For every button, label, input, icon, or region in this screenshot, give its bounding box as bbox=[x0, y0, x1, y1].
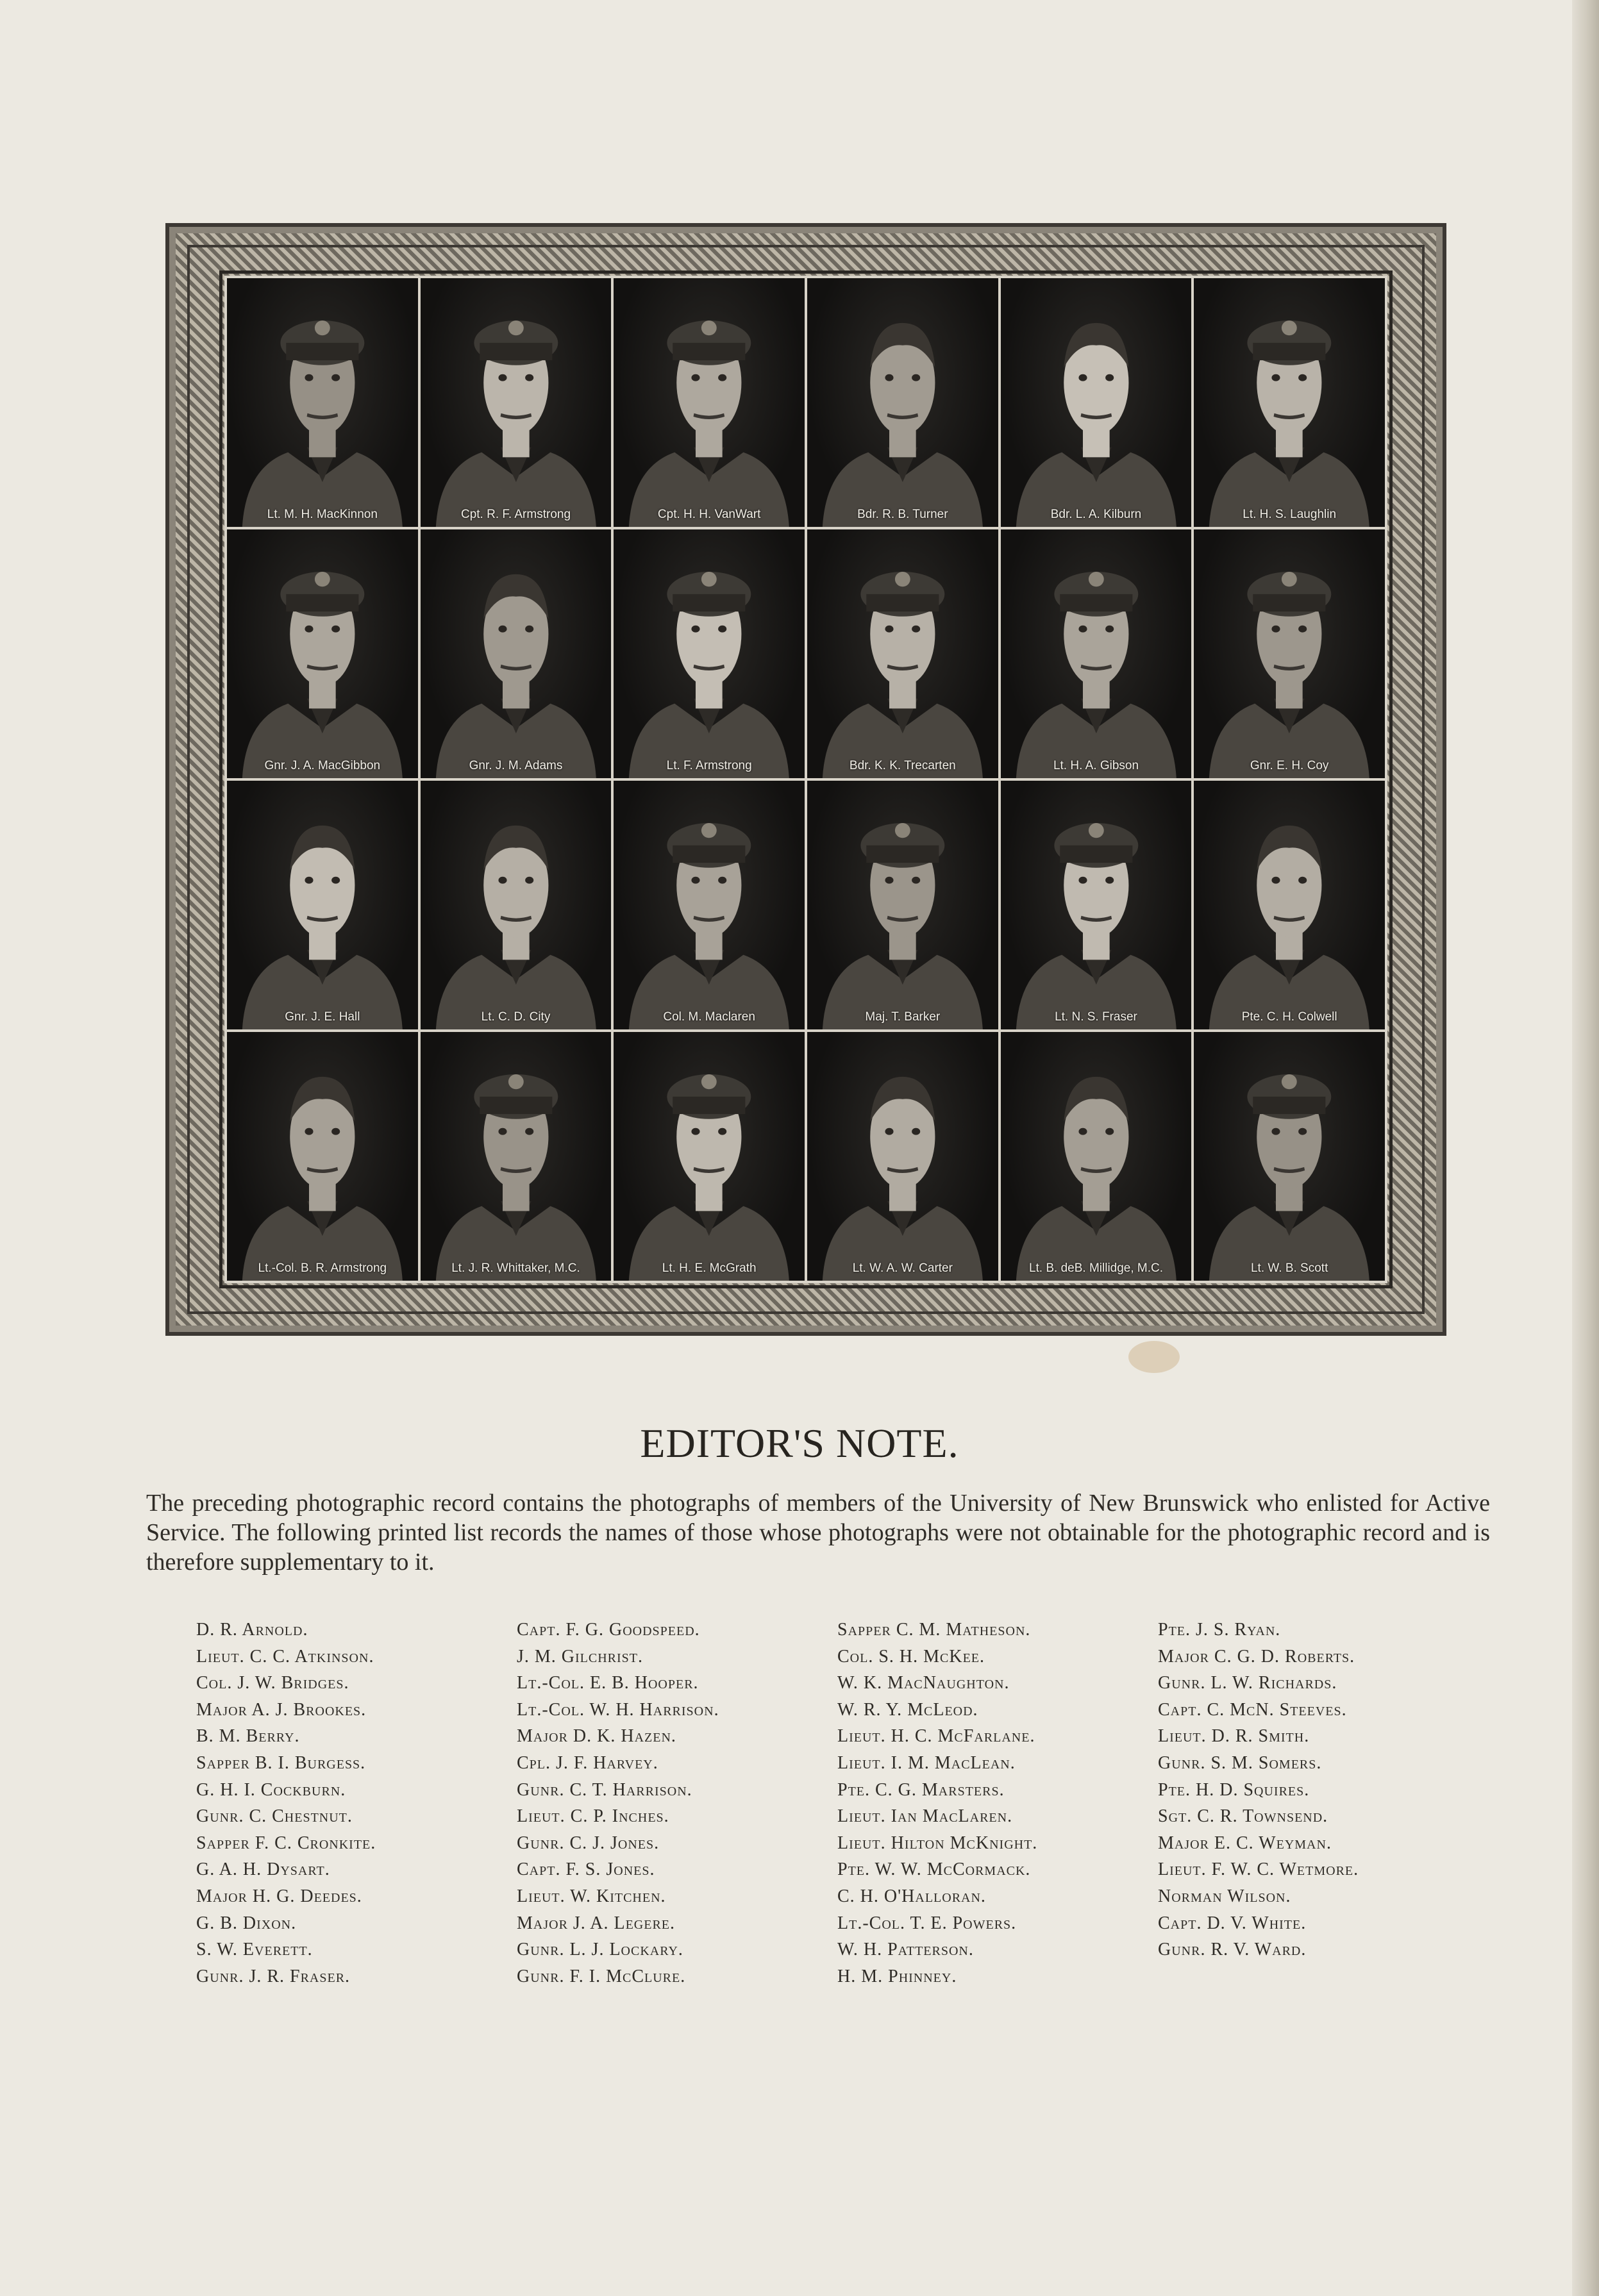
portrait-cell bbox=[1194, 529, 1385, 778]
name-entry: W. R. Y. McLeod. bbox=[837, 1699, 978, 1720]
portrait-caption: Gnr. J. M. Adams bbox=[469, 759, 563, 772]
name-entry: Major J. A. Legere. bbox=[517, 1913, 676, 1933]
names-column-1 bbox=[196, 1617, 517, 1990]
name-entry: Gunr. C. J. Jones. bbox=[517, 1833, 660, 1853]
soldier-portrait bbox=[614, 278, 805, 527]
soldier-portrait bbox=[227, 529, 418, 778]
soldier-portrait bbox=[227, 781, 418, 1029]
name-entry: C. H. O'Halloran. bbox=[837, 1886, 986, 1906]
name-entry: Major C. G. D. Roberts. bbox=[1158, 1646, 1355, 1667]
portrait-cell bbox=[614, 781, 805, 1029]
portrait-cell bbox=[614, 529, 805, 778]
name-entry: Gunr. L. J. Lockary. bbox=[517, 1940, 683, 1960]
name-entry: Pte. W. W. McCormack. bbox=[837, 1859, 1031, 1880]
name-entry: W. K. MacNaughton. bbox=[837, 1673, 1010, 1693]
page-title: EDITOR'S NOTE. bbox=[640, 1420, 959, 1466]
name-entry: Lt.-Col. W. H. Harrison. bbox=[517, 1699, 719, 1720]
name-entry: Col. J. W. Bridges. bbox=[196, 1673, 349, 1693]
name-entry: Lieut. Hilton McKnight. bbox=[837, 1833, 1038, 1853]
photo-plate bbox=[165, 223, 1446, 1336]
portrait-caption: Cpt. R. F. Armstrong bbox=[460, 508, 571, 521]
portrait-caption: Gnr. E. H. Coy bbox=[1250, 759, 1329, 772]
soldier-portrait bbox=[1001, 781, 1192, 1029]
portrait-caption: Lt. C. D. City bbox=[481, 1010, 551, 1024]
soldier-portrait bbox=[614, 1032, 805, 1281]
name-entry: Lieut. D. R. Smith. bbox=[1158, 1726, 1310, 1747]
portrait-cell bbox=[227, 781, 418, 1029]
name-entry: Capt. F. S. Jones. bbox=[517, 1859, 655, 1880]
name-entry: Major E. C. Weyman. bbox=[1158, 1833, 1332, 1853]
name-entry: Major D. K. Hazen. bbox=[517, 1726, 676, 1747]
name-entry: Lieut. Ian MacLaren. bbox=[837, 1806, 1013, 1827]
soldier-portrait bbox=[807, 278, 998, 527]
name-entry: B. M. Berry. bbox=[196, 1726, 300, 1747]
soldier-portrait bbox=[421, 529, 612, 778]
portrait-caption: Bdr. L. A. Kilburn bbox=[1050, 508, 1142, 521]
soldier-portrait bbox=[1194, 278, 1385, 527]
soldier-portrait bbox=[1001, 529, 1192, 778]
name-entry: Lieut. C. C. Atkinson. bbox=[196, 1646, 374, 1667]
names-list bbox=[196, 1617, 1478, 1990]
portrait-caption: Lt. M. H. MacKinnon bbox=[267, 508, 378, 521]
soldier-portrait bbox=[421, 278, 612, 527]
name-entry: Lieut. F. W. C. Wetmore. bbox=[1158, 1859, 1359, 1880]
name-entry: Major A. J. Brookes. bbox=[196, 1699, 367, 1720]
name-entry: G. B. Dixon. bbox=[196, 1913, 297, 1933]
name-entry: Sapper F. C. Cronkite. bbox=[196, 1833, 376, 1853]
soldier-portrait bbox=[807, 529, 998, 778]
name-entry: J. M. Gilchrist. bbox=[517, 1646, 644, 1667]
soldier-portrait bbox=[1194, 1032, 1385, 1281]
soldier-portrait bbox=[421, 781, 612, 1029]
name-entry: Capt. C. McN. Steeves. bbox=[1158, 1699, 1347, 1720]
name-entry: Gunr. C. T. Harrison. bbox=[517, 1779, 692, 1800]
name-entry: Capt. F. G. Goodspeed. bbox=[517, 1620, 700, 1640]
portrait-cell bbox=[1194, 781, 1385, 1029]
name-entry: Sgt. C. R. Townsend. bbox=[1158, 1806, 1328, 1827]
portrait-caption: Lt. J. R. Whittaker, M.C. bbox=[451, 1261, 580, 1275]
portrait-caption: Pte. C. H. Colwell bbox=[1241, 1010, 1337, 1024]
name-entry: Sapper B. I. Burgess. bbox=[196, 1752, 366, 1773]
portrait-caption: Bdr. K. K. Trecarten bbox=[849, 759, 956, 772]
portrait-caption: Lt. H. A. Gibson bbox=[1053, 759, 1139, 772]
name-entry: S. W. Everett. bbox=[196, 1940, 313, 1960]
portrait-caption: Lt. N. S. Fraser bbox=[1055, 1010, 1137, 1024]
portrait-cell bbox=[1001, 781, 1192, 1029]
portrait-caption: Lt.-Col. B. R. Armstrong bbox=[258, 1261, 387, 1275]
name-entry: G. A. H. Dysart. bbox=[196, 1859, 330, 1880]
portrait-cell bbox=[421, 781, 612, 1029]
name-entry: W. H. Patterson. bbox=[837, 1940, 974, 1960]
name-entry: Gunr. S. M. Somers. bbox=[1158, 1752, 1322, 1773]
portrait-caption: Lt. F. Armstrong bbox=[666, 759, 752, 772]
name-entry: Gunr. R. V. Ward. bbox=[1158, 1940, 1307, 1960]
name-entry: Gunr. L. W. Richards. bbox=[1158, 1673, 1337, 1693]
name-entry: Gunr. C. Chestnut. bbox=[196, 1806, 353, 1827]
portrait-cell bbox=[421, 1032, 612, 1281]
soldier-portrait bbox=[227, 1032, 418, 1281]
portrait-caption: Gnr. J. E. Hall bbox=[285, 1010, 360, 1024]
name-entry: G. H. I. Cockburn. bbox=[196, 1779, 346, 1800]
soldier-portrait bbox=[614, 781, 805, 1029]
name-entry: Major H. G. Deedes. bbox=[196, 1886, 362, 1906]
intro-paragraph: The preceding photographic record contains the photographs of members of the University of New Brunswick who enlisted for Active Service. The following printed list records the names of those whose photographs were not obtainable for the photographic record and is therefore supplementary to it. bbox=[146, 1490, 1490, 1576]
portrait-caption: Col. M. Maclaren bbox=[663, 1010, 755, 1024]
name-entry: Lt.-Col. E. B. Hooper. bbox=[517, 1673, 699, 1693]
portrait-cell bbox=[1001, 529, 1192, 778]
portrait-cell bbox=[807, 278, 998, 527]
ornamental-frame bbox=[176, 233, 1436, 1326]
name-entry: D. R. Arnold. bbox=[196, 1620, 308, 1640]
portrait-caption: Lt. B. deB. Millidge, M.C. bbox=[1028, 1261, 1164, 1275]
portrait-cell bbox=[421, 529, 612, 778]
name-entry: Lt.-Col. T. E. Powers. bbox=[837, 1913, 1017, 1933]
portrait-cell bbox=[227, 278, 418, 527]
name-entry: Norman Wilson. bbox=[1158, 1886, 1291, 1906]
name-entry: Gunr. J. R. Fraser. bbox=[196, 1966, 351, 1986]
names-column-3 bbox=[837, 1617, 1158, 1990]
soldier-portrait bbox=[227, 278, 418, 527]
portrait-cell bbox=[807, 529, 998, 778]
portrait-caption: Lt. H. S. Laughlin bbox=[1243, 508, 1337, 521]
portrait-grid bbox=[224, 276, 1387, 1283]
name-entry: Gunr. F. I. McClure. bbox=[517, 1966, 686, 1986]
paper-stain bbox=[1128, 1341, 1180, 1373]
portrait-cell bbox=[1001, 278, 1192, 527]
name-entry: Lieut. H. C. McFarlane. bbox=[837, 1726, 1035, 1747]
soldier-portrait bbox=[807, 781, 998, 1029]
portrait-cell bbox=[227, 529, 418, 778]
portrait-cell bbox=[614, 278, 805, 527]
name-entry: Pte. H. D. Squires. bbox=[1158, 1779, 1310, 1800]
soldier-portrait bbox=[1194, 781, 1385, 1029]
name-entry: Capt. D. V. White. bbox=[1158, 1913, 1307, 1933]
page-edge bbox=[1572, 0, 1599, 2296]
name-entry: Lieut. I. M. MacLean. bbox=[837, 1752, 1016, 1773]
portrait-cell bbox=[1194, 1032, 1385, 1281]
name-entry: Col. S. H. McKee. bbox=[837, 1646, 985, 1667]
portrait-cell bbox=[807, 781, 998, 1029]
names-column-4 bbox=[1158, 1617, 1478, 1990]
name-entry: H. M. Phinney. bbox=[837, 1966, 957, 1986]
name-entry: Cpl. J. F. Harvey. bbox=[517, 1752, 658, 1773]
portrait-cell bbox=[227, 1032, 418, 1281]
portrait-cell bbox=[421, 278, 612, 527]
portrait-caption: Lt. W. A. W. Carter bbox=[852, 1261, 953, 1275]
soldier-portrait bbox=[1001, 1032, 1192, 1281]
name-entry: Lieut. C. P. Inches. bbox=[517, 1806, 669, 1827]
soldier-portrait bbox=[1001, 278, 1192, 527]
portrait-caption: Gnr. J. A. MacGibbon bbox=[264, 759, 381, 772]
name-entry: Pte. J. S. Ryan. bbox=[1158, 1620, 1281, 1640]
soldier-portrait bbox=[421, 1032, 612, 1281]
soldier-portrait bbox=[807, 1032, 998, 1281]
name-entry: Sapper C. M. Matheson. bbox=[837, 1620, 1031, 1640]
portrait-cell bbox=[1194, 278, 1385, 527]
soldier-portrait bbox=[614, 529, 805, 778]
portrait-caption: Cpt. H. H. VanWart bbox=[657, 508, 761, 521]
portrait-caption: Bdr. R. B. Turner bbox=[857, 508, 948, 521]
name-entry: Pte. C. G. Marsters. bbox=[837, 1779, 1005, 1800]
names-column-2 bbox=[517, 1617, 837, 1990]
portrait-cell bbox=[807, 1032, 998, 1281]
portrait-caption: Maj. T. Barker bbox=[865, 1010, 941, 1024]
name-entry: Lieut. W. Kitchen. bbox=[517, 1886, 666, 1906]
soldier-portrait bbox=[1194, 529, 1385, 778]
portrait-caption: Lt. W. B. Scott bbox=[1250, 1261, 1328, 1275]
portrait-cell bbox=[614, 1032, 805, 1281]
portrait-caption: Lt. H. E. McGrath bbox=[662, 1261, 757, 1275]
portrait-cell bbox=[1001, 1032, 1192, 1281]
